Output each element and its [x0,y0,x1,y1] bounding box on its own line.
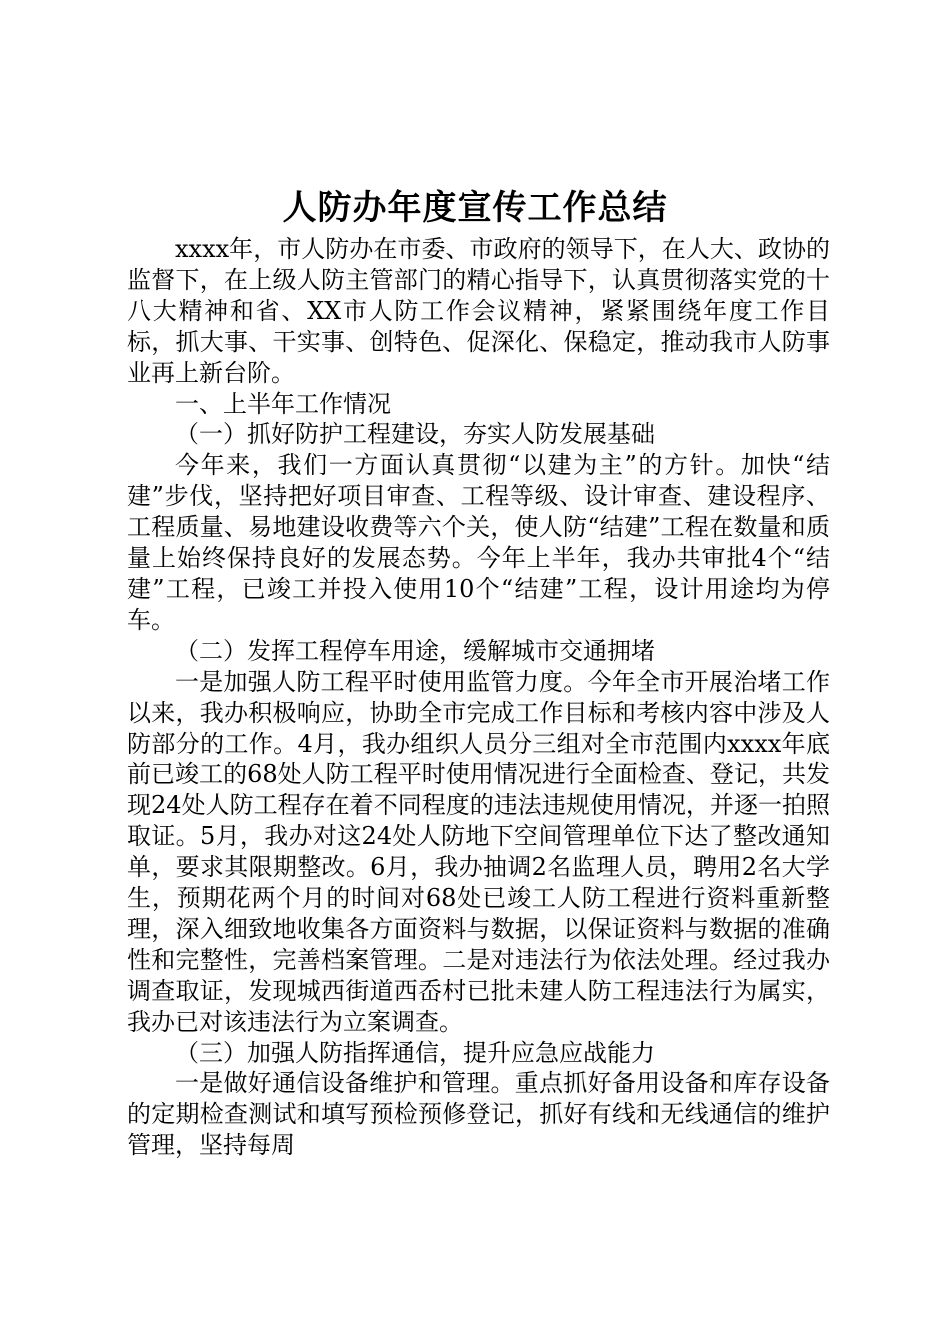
heading-section-1: 一、上半年工作情况 [175,389,391,418]
subheading-2: （二）发挥工程停车用途，缓解城市交通拥堵 [175,636,655,665]
subheading-3: （三）加强人防指挥通信，提升应急应战能力 [175,1038,655,1067]
paragraph-intro: xxxx年，市人防办在市委、市政府的领导下，在人大、政协的监督下，在上级人防主管部门的精心指导下，认真贯彻落实党的十八大精神和省、XX市人防工作会议精神，紧紧围绕年度工作目标，抓大事、干实事、创特色、促深化、保稳定，推动我市人防事业再上新台阶。 [127,235,830,387]
paragraph-parking: 一是加强人防工程平时使用监管力度。今年全市开展治堵工作以来，我办积极响应，协助全市完成工作目标和考核内容中涉及人防部分的工作。4月，我办组织人员分三组对全市范围内xxxx年底前已竣工的68处人防工程平时使用情况进行全面检查、登记，共发现24处人防工程存在着不同程度的违法违规使用情况，并逐一拍照取证。5月，我办对这24处人防地下空间管理单位下达了整改通知单，要求其限期整改。6月，我办抽调2名监理人员，聘用2名大学生，预期花两个月的时间对68处已竣工人防工程进行资料重新整理，深入细致地收集各方面资料与数据，以保证资料与数据的准确性和完整性，完善档案管理。二是对违法行为依法处理。经过我办调查取证，发现城西街道西岙村已批未建人防工程违法行为属实，我办已对该违法行为立案调查。 [127,667,830,1036]
subheading-1: （一）抓好防护工程建设，夯实人防发展基础 [175,420,655,449]
paragraph-communication: 一是做好通信设备维护和管理。重点抓好备用设备和库存设备的定期检查测试和填写预检预修登记，抓好有线和无线通信的维护管理，坚持每周 [127,1069,830,1160]
paragraph-construction: 今年来，我们一方面认真贯彻“以建为主”的方针。加快“结建”步伐，坚持把好项目审查、工程等级、设计审查、建设程序、工程质量、易地建设收费等六个关，使人防“结建”工程在数量和质量上始终保持良好的发展态势。今年上半年，我办共审批4个“结建”工程，已竣工并投入使用10个“结建”工程，设计用途均为停车。 [127,451,830,634]
document-body [127,234,830,1161]
document-title: 人防办年度宣传工作总结 [282,188,668,228]
